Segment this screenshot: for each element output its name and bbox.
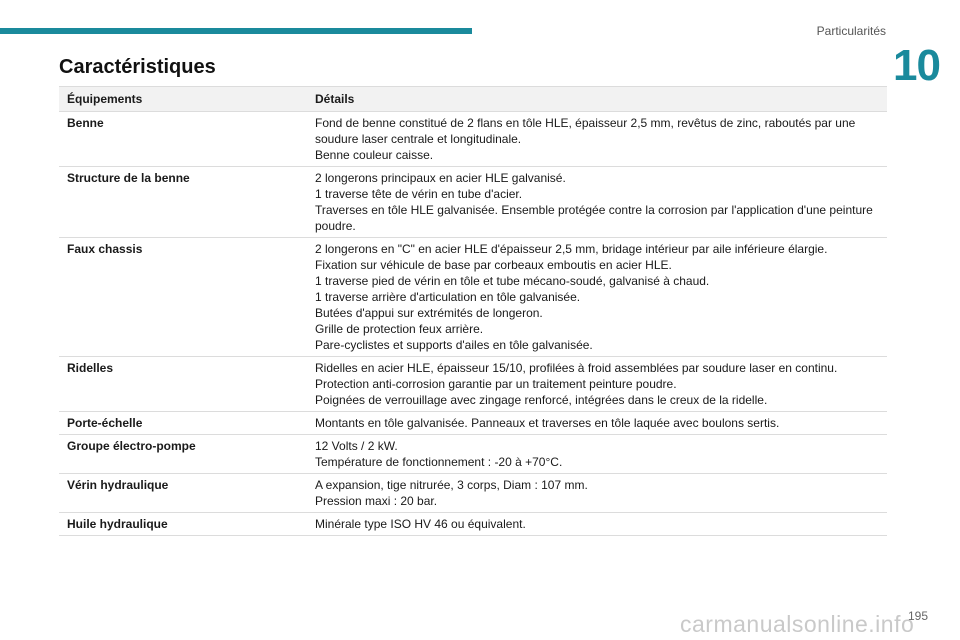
- detail-line: Pare-cyclistes et supports d'ailes en tôle galvanisée.: [315, 338, 593, 352]
- table-row: [59, 513, 887, 536]
- detail-line: Température de fonctionnement : -20 à +70°C.: [315, 455, 563, 469]
- table-row: [59, 474, 887, 513]
- watermark: carmanualsonline.info: [680, 611, 915, 637]
- detail-line: Montants en tôle galvanisée. Panneaux et traverses en tôle laquée avec boulons sertis.: [315, 416, 780, 430]
- equipment-cell: Porte-échelle: [59, 412, 307, 435]
- detail-line: Fond de benne constitué de 2 flans en tôle HLE, épaisseur 2,5 mm, revêtus de zinc, raboutés par une soudure laser centrale et longitudinale.: [315, 116, 856, 146]
- equipment-cell: Faux chassis: [59, 238, 307, 357]
- details-cell: [307, 435, 887, 474]
- details-cell: [307, 112, 887, 167]
- details-cell: [307, 238, 887, 357]
- detail-line: 2 longerons en "C" en acier HLE d'épaisseur 2,5 mm, bridage intérieur par aile inférieure élargie.: [315, 242, 828, 256]
- column-header-equipment: Équipements: [59, 87, 307, 112]
- detail-line: Minérale type ISO HV 46 ou équivalent.: [315, 517, 526, 531]
- detail-line: 1 traverse tête de vérin en tube d'acier.: [315, 187, 523, 201]
- detail-line: Fixation sur véhicule de base par corbeaux emboutis en acier HLE.: [315, 258, 672, 272]
- column-header-details: Détails: [307, 87, 887, 112]
- equipment-cell: Vérin hydraulique: [59, 474, 307, 513]
- detail-line: Benne couleur caisse.: [315, 148, 434, 162]
- detail-line: 1 traverse pied de vérin en tôle et tube mécano-soudé, galvanisé à chaud.: [315, 274, 710, 288]
- detail-line: Butées d'appui sur extrémités de longeron.: [315, 306, 543, 320]
- detail-line: 2 longerons principaux en acier HLE galvanisé.: [315, 171, 566, 185]
- detail-line: 1 traverse arrière d'articulation en tôle galvanisée.: [315, 290, 581, 304]
- table-row: [59, 167, 887, 238]
- section-name: Particularités: [816, 24, 886, 38]
- table-row: [59, 357, 887, 412]
- details-cell: [307, 474, 887, 513]
- chapter-accent-bar: [0, 28, 472, 34]
- details-cell: [307, 412, 887, 435]
- table-row: [59, 412, 887, 435]
- equipment-cell: Ridelles: [59, 357, 307, 412]
- table-row: [59, 112, 887, 167]
- table-header-row: [59, 87, 887, 112]
- details-cell: [307, 167, 887, 238]
- detail-line: 12 Volts / 2 kW.: [315, 439, 398, 453]
- details-cell: [307, 513, 887, 536]
- page-title: Caractéristiques: [59, 56, 216, 78]
- table-row: [59, 435, 887, 474]
- detail-line: Ridelles en acier HLE, épaisseur 15/10, profilées à froid assemblées par soudure laser en continu.: [315, 361, 838, 375]
- detail-line: Grille de protection feux arrière.: [315, 322, 484, 336]
- equipment-cell: Groupe électro-pompe: [59, 435, 307, 474]
- detail-line: Traverses en tôle HLE galvanisée. Ensemble protégée contre la corrosion par l'application d'une peinture poudre.: [315, 203, 873, 233]
- detail-line: A expansion, tige nitrurée, 3 corps, Diam : 107 mm.: [315, 478, 588, 492]
- details-cell: [307, 357, 887, 412]
- specifications-table: [59, 86, 887, 536]
- equipment-cell: Huile hydraulique: [59, 513, 307, 536]
- chapter-number: 10: [893, 41, 940, 90]
- table-body: [59, 112, 887, 536]
- detail-line: Pression maxi : 20 bar.: [315, 494, 438, 508]
- detail-line: Protection anti-corrosion garantie par un traitement peinture poudre.: [315, 377, 677, 391]
- table-row: [59, 238, 887, 357]
- detail-line: Poignées de verrouillage avec zingage renforcé, intégrées dans le creux de la ridelle.: [315, 393, 768, 407]
- equipment-cell: Structure de la benne: [59, 167, 307, 238]
- equipment-cell: Benne: [59, 112, 307, 167]
- page-number: 195: [908, 609, 929, 623]
